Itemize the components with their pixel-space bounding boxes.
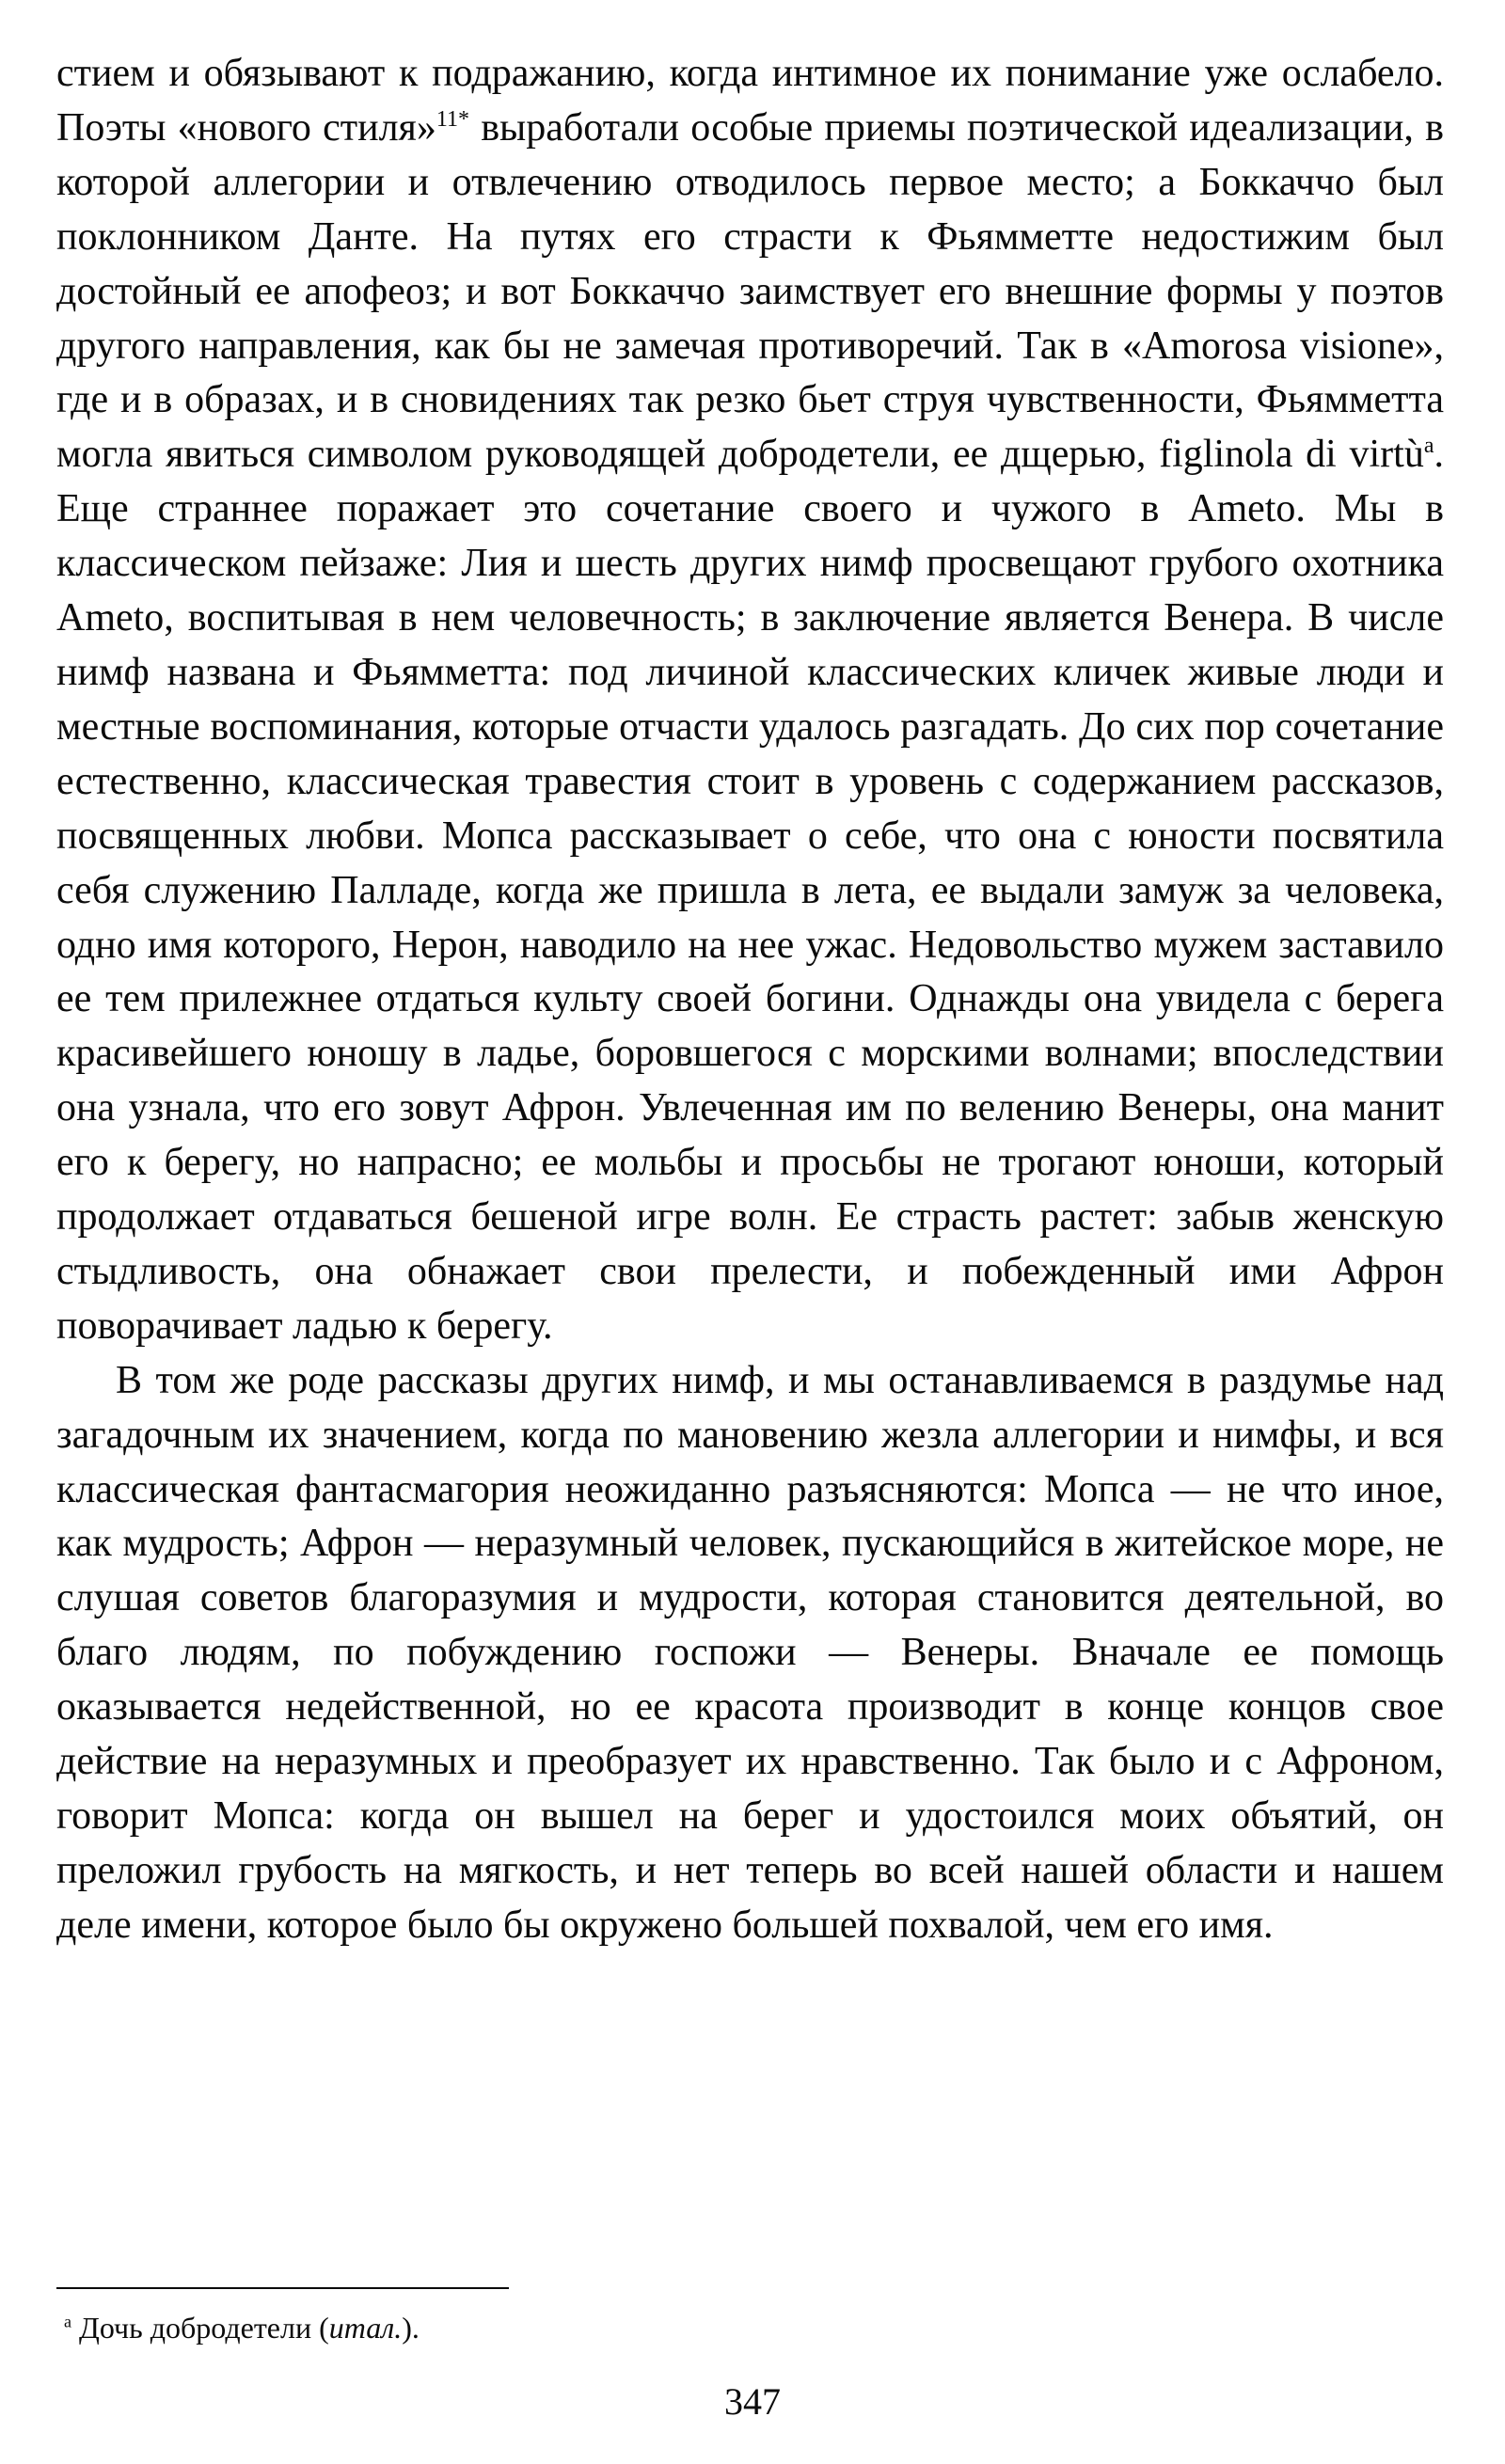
footnote bbox=[64, 2309, 420, 2346]
footnote-divider bbox=[56, 2287, 509, 2289]
footnote-emphasis: итал. bbox=[328, 2311, 403, 2345]
page-number: 347 bbox=[724, 2380, 781, 2423]
footnote-marker: a bbox=[64, 2312, 71, 2331]
footnote-closing: ). bbox=[402, 2311, 420, 2345]
page-body bbox=[56, 47, 1444, 1953]
paragraph-1-text-3: . Еще страннее поражает это сочетание своего и чужого в Ameto. Мы в классическом пейзаже: Лия и шесть других нимф просвещают грубого охотника Ameto, воспитывая в нем человечность; в заключение является Венера. В числе нимф названа и Фьямметта: под личиной классических кличек живые люди и местные воспоминания, которые отчасти удалось разгадать. До сих пор сочетание естественно, классическая травестия стоит в уровень с содержанием рассказов, посвященных любви. Мопса рассказывает о себе, что она с юности посвятила себя служению Палладе, когда же пришла в лета, ее выдали замуж за человека, одно имя которого, Нерон, наводило на нее ужас. Недовольство мужем заставило ее тем прилежнее отдаться культу своей богини. Однажды она увидела с берега красивейшего юношу в ладье, боровшегося с морскими волнами; впоследствии она узнала, что его зовут Афрон. Увлеченная им по велению Венеры, она манит его к берегу, но напрасно; ее мольбы и просьбы не трогают юноши, который продолжает отдаваться бешеной игре волн. Ее страсть растет: забыв женскую стыдливость, она обнажает свои прелести, и побежденный ими Афрон поворачивает ладью к берегу. bbox=[56, 433, 1444, 1348]
paragraph-2-text: В том же роде рассказы других нимф, и мы останавливаемся в раздумье над загадочным их значением, когда по мановению жезла аллегории и нимфы, и вся классическая фантасмагория неожиданно разъясняются: Мопса — не что иное, как мудрость; Афрон — неразумный человек, пускающийся в житейское море, не слушая советов благоразумия и мудрости, которая становится деятельной, во благо людям, по побуждению госпожи — Венеры. Вначале ее помощь оказывается недейственной, но ее красота производит в конце концов свое действие на неразумных и преобразует их нравственно. Так было и с Афроном, говорит Мопса: когда он вышел на берег и удостоился моих объятий, он преложил грубость на мягкость, и нет теперь во всей нашей области и нашем деле имени, которое было бы окружено большей похвалой, чем его имя. bbox=[56, 1358, 1444, 1947]
paragraph-1-text-2: выработали особые приемы поэтической идеализации, в которой аллегории и отвлечению отводилось первое место; а Боккаччо был поклонником Данте. На путях его страсти к Фьямметте недостижим был достойный ее апофеоз; и вот Боккаччо заимствует его внешние формы у поэтов другого направления, как бы не замечая противоречий. Так в «Amorosa visione», где и в образах, и в сновидениях так резко бьет струя чувственности, Фьямметта могла явиться символом руководящей добродетели, ее дщерью, figlinola di virtù bbox=[56, 105, 1444, 477]
endnote-ref-11[interactable]: 11* bbox=[436, 106, 469, 132]
footnote-ref-a[interactable]: a bbox=[1423, 434, 1434, 459]
footnote-text: Дочь добродетели ( bbox=[71, 2311, 329, 2345]
paragraph-2 bbox=[56, 1354, 1444, 1953]
paragraph-1-text-1: стием и обязывают к подражанию, когда интимное их понимание уже ослабело. Поэты «нового стиля» bbox=[56, 52, 1444, 150]
paragraph-1 bbox=[56, 47, 1444, 1354]
